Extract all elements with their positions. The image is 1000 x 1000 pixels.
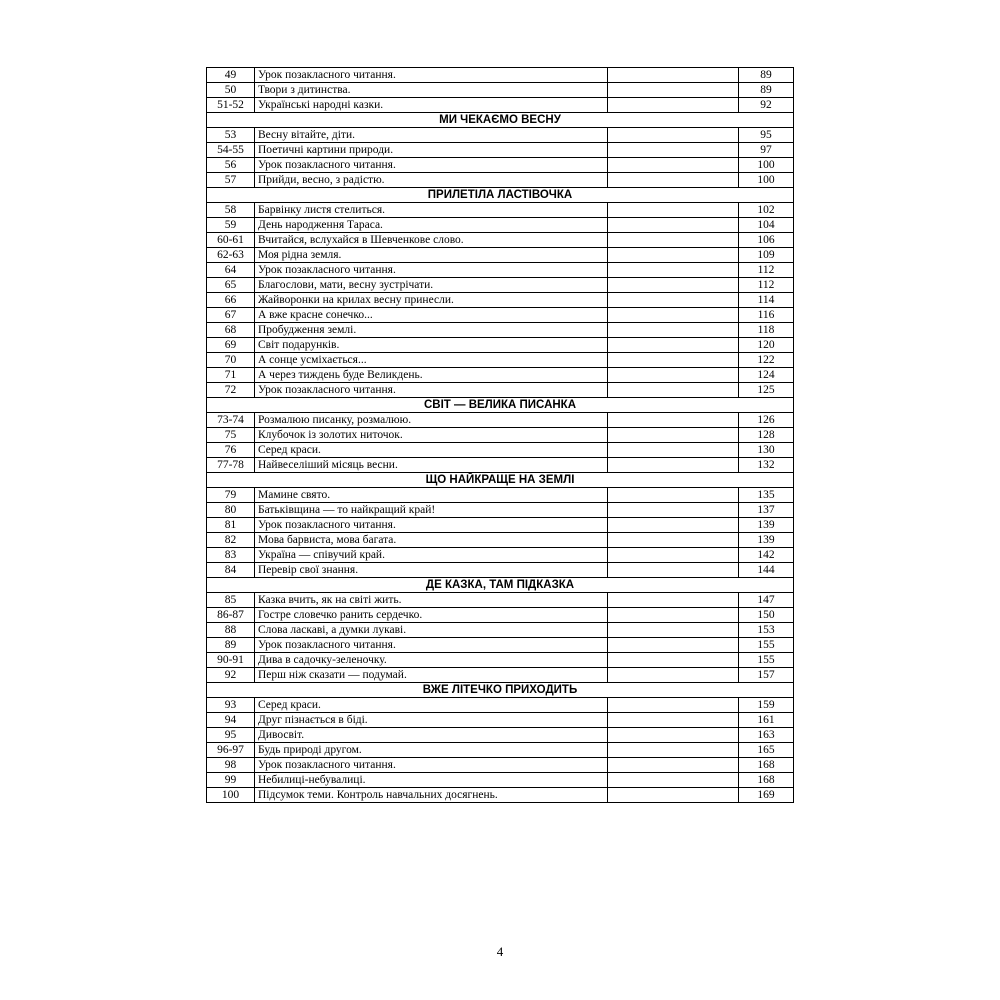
blank-cell bbox=[608, 128, 739, 143]
page-ref: 116 bbox=[739, 308, 794, 323]
page-ref: 142 bbox=[739, 548, 794, 563]
page-ref: 159 bbox=[739, 698, 794, 713]
lesson-number: 49 bbox=[207, 68, 255, 83]
blank-cell bbox=[608, 413, 739, 428]
page-ref: 168 bbox=[739, 758, 794, 773]
lesson-title: Українські народні казки. bbox=[255, 98, 608, 113]
toc-row bbox=[207, 653, 794, 668]
lesson-title: Україна — співучий край. bbox=[255, 548, 608, 563]
lesson-number: 70 bbox=[207, 353, 255, 368]
page-ref: 112 bbox=[739, 263, 794, 278]
toc-row bbox=[207, 383, 794, 398]
blank-cell bbox=[608, 638, 739, 653]
toc-row bbox=[207, 548, 794, 563]
lesson-title: День народження Тараса. bbox=[255, 218, 608, 233]
section-title: СВІТ — ВЕЛИКА ПИСАНКА bbox=[207, 398, 794, 413]
lesson-number: 51-52 bbox=[207, 98, 255, 113]
page-ref: 155 bbox=[739, 653, 794, 668]
toc-row bbox=[207, 758, 794, 773]
toc-row bbox=[207, 233, 794, 248]
section-title: МИ ЧЕКАЄМО ВЕСНУ bbox=[207, 113, 794, 128]
toc-row bbox=[207, 278, 794, 293]
toc-row bbox=[207, 563, 794, 578]
blank-cell bbox=[608, 518, 739, 533]
page-ref: 157 bbox=[739, 668, 794, 683]
page-ref: 165 bbox=[739, 743, 794, 758]
page-ref: 163 bbox=[739, 728, 794, 743]
lesson-title: Дивосвіт. bbox=[255, 728, 608, 743]
page-ref: 155 bbox=[739, 638, 794, 653]
section-header-row bbox=[207, 683, 794, 698]
toc-row bbox=[207, 713, 794, 728]
lesson-title: Вчитайся, вслухайся в Шевченкове слово. bbox=[255, 233, 608, 248]
lesson-number: 73-74 bbox=[207, 413, 255, 428]
toc-row bbox=[207, 488, 794, 503]
blank-cell bbox=[608, 233, 739, 248]
toc-row bbox=[207, 698, 794, 713]
blank-cell bbox=[608, 653, 739, 668]
toc-row bbox=[207, 623, 794, 638]
lesson-title: Дива в садочку-зеленочку. bbox=[255, 653, 608, 668]
lesson-title: Небилиці-небувалиці. bbox=[255, 773, 608, 788]
page-ref: 132 bbox=[739, 458, 794, 473]
page-ref: 106 bbox=[739, 233, 794, 248]
lesson-title: Розмалюю писанку, розмалюю. bbox=[255, 413, 608, 428]
toc-row bbox=[207, 773, 794, 788]
toc-row bbox=[207, 788, 794, 803]
toc-row bbox=[207, 443, 794, 458]
toc-table bbox=[206, 67, 794, 803]
lesson-title: Урок позакласного читання. bbox=[255, 383, 608, 398]
lesson-title: Урок позакласного читання. bbox=[255, 638, 608, 653]
lesson-title: Підсумок теми. Контроль навчальних досягнень. bbox=[255, 788, 608, 803]
lesson-number: 84 bbox=[207, 563, 255, 578]
lesson-number: 93 bbox=[207, 698, 255, 713]
lesson-title: Мамине свято. bbox=[255, 488, 608, 503]
page-ref: 92 bbox=[739, 98, 794, 113]
lesson-number: 66 bbox=[207, 293, 255, 308]
toc-row bbox=[207, 143, 794, 158]
page-ref: 169 bbox=[739, 788, 794, 803]
blank-cell bbox=[608, 98, 739, 113]
page-ref: 89 bbox=[739, 83, 794, 98]
page-ref: 139 bbox=[739, 533, 794, 548]
lesson-number: 96-97 bbox=[207, 743, 255, 758]
blank-cell bbox=[608, 533, 739, 548]
lesson-number: 88 bbox=[207, 623, 255, 638]
lesson-title: А сонце усміхається... bbox=[255, 353, 608, 368]
blank-cell bbox=[608, 158, 739, 173]
page-ref: 114 bbox=[739, 293, 794, 308]
page-ref: 109 bbox=[739, 248, 794, 263]
blank-cell bbox=[608, 353, 739, 368]
page-ref: 95 bbox=[739, 128, 794, 143]
lesson-title: Поетичні картини природи. bbox=[255, 143, 608, 158]
section-title: ЩО НАЙКРАЩЕ НА ЗЕМЛІ bbox=[207, 473, 794, 488]
page-ref: 161 bbox=[739, 713, 794, 728]
lesson-title: Жайворонки на крилах весну принесли. bbox=[255, 293, 608, 308]
lesson-number: 83 bbox=[207, 548, 255, 563]
page-ref: 130 bbox=[739, 443, 794, 458]
lesson-title: Твори з дитинства. bbox=[255, 83, 608, 98]
blank-cell bbox=[608, 83, 739, 98]
page-ref: 150 bbox=[739, 608, 794, 623]
lesson-number: 59 bbox=[207, 218, 255, 233]
blank-cell bbox=[608, 173, 739, 188]
page-ref: 120 bbox=[739, 338, 794, 353]
page-ref: 118 bbox=[739, 323, 794, 338]
toc-row bbox=[207, 743, 794, 758]
toc-row bbox=[207, 368, 794, 383]
blank-cell bbox=[608, 563, 739, 578]
lesson-number: 71 bbox=[207, 368, 255, 383]
blank-cell bbox=[608, 248, 739, 263]
lesson-title: Клубочок із золотих ниточок. bbox=[255, 428, 608, 443]
lesson-number: 56 bbox=[207, 158, 255, 173]
toc-row bbox=[207, 128, 794, 143]
page-ref: 104 bbox=[739, 218, 794, 233]
toc-row bbox=[207, 338, 794, 353]
toc-body bbox=[207, 68, 794, 803]
lesson-title: Урок позакласного читання. bbox=[255, 518, 608, 533]
blank-cell bbox=[608, 608, 739, 623]
page-ref: 128 bbox=[739, 428, 794, 443]
blank-cell bbox=[608, 143, 739, 158]
lesson-title: Будь природі другом. bbox=[255, 743, 608, 758]
toc-row bbox=[207, 83, 794, 98]
lesson-title: Гостре словечко ранить сердечко. bbox=[255, 608, 608, 623]
lesson-number: 98 bbox=[207, 758, 255, 773]
blank-cell bbox=[608, 668, 739, 683]
lesson-title: Пробудження землі. bbox=[255, 323, 608, 338]
toc-row bbox=[207, 293, 794, 308]
toc-row bbox=[207, 263, 794, 278]
lesson-title: Серед краси. bbox=[255, 443, 608, 458]
lesson-number: 100 bbox=[207, 788, 255, 803]
blank-cell bbox=[608, 278, 739, 293]
lesson-number: 69 bbox=[207, 338, 255, 353]
lesson-number: 76 bbox=[207, 443, 255, 458]
lesson-title: А через тиждень буде Великдень. bbox=[255, 368, 608, 383]
page-ref: 144 bbox=[739, 563, 794, 578]
section-header-row bbox=[207, 113, 794, 128]
page-ref: 112 bbox=[739, 278, 794, 293]
blank-cell bbox=[608, 308, 739, 323]
lesson-title: Прийди, весно, з радістю. bbox=[255, 173, 608, 188]
lesson-number: 80 bbox=[207, 503, 255, 518]
page-ref: 168 bbox=[739, 773, 794, 788]
blank-cell bbox=[608, 203, 739, 218]
blank-cell bbox=[608, 593, 739, 608]
toc-row bbox=[207, 593, 794, 608]
page-ref: 126 bbox=[739, 413, 794, 428]
blank-cell bbox=[608, 428, 739, 443]
lesson-title: Благослови, мати, весну зустрічати. bbox=[255, 278, 608, 293]
lesson-title: Слова ласкаві, а думки лукаві. bbox=[255, 623, 608, 638]
lesson-number: 85 bbox=[207, 593, 255, 608]
page-ref: 125 bbox=[739, 383, 794, 398]
lesson-title: А вже красне сонечко... bbox=[255, 308, 608, 323]
toc-row bbox=[207, 638, 794, 653]
blank-cell bbox=[608, 623, 739, 638]
toc-row bbox=[207, 413, 794, 428]
lesson-title: Урок позакласного читання. bbox=[255, 68, 608, 83]
toc-row bbox=[207, 518, 794, 533]
section-title: ВЖЕ ЛІТЕЧКО ПРИХОДИТЬ bbox=[207, 683, 794, 698]
lesson-number: 82 bbox=[207, 533, 255, 548]
lesson-number: 50 bbox=[207, 83, 255, 98]
lesson-number: 75 bbox=[207, 428, 255, 443]
page-ref: 135 bbox=[739, 488, 794, 503]
toc-row bbox=[207, 353, 794, 368]
toc-row bbox=[207, 98, 794, 113]
lesson-number: 68 bbox=[207, 323, 255, 338]
lesson-number: 64 bbox=[207, 263, 255, 278]
lesson-title: Найвеселіший місяць весни. bbox=[255, 458, 608, 473]
section-header-row bbox=[207, 188, 794, 203]
lesson-number: 53 bbox=[207, 128, 255, 143]
toc-row bbox=[207, 428, 794, 443]
toc-row bbox=[207, 323, 794, 338]
lesson-number: 89 bbox=[207, 638, 255, 653]
section-title: ДЕ КАЗКА, ТАМ ПІДКАЗКА bbox=[207, 578, 794, 593]
lesson-number: 77-78 bbox=[207, 458, 255, 473]
lesson-title: Урок позакласного читання. bbox=[255, 758, 608, 773]
page-ref: 100 bbox=[739, 173, 794, 188]
section-header-row bbox=[207, 398, 794, 413]
toc-row bbox=[207, 533, 794, 548]
blank-cell bbox=[608, 338, 739, 353]
page-ref: 122 bbox=[739, 353, 794, 368]
page-ref: 137 bbox=[739, 503, 794, 518]
toc-row bbox=[207, 458, 794, 473]
lesson-number: 81 bbox=[207, 518, 255, 533]
toc-row bbox=[207, 608, 794, 623]
toc-row bbox=[207, 728, 794, 743]
lesson-title: Друг пізнається в біді. bbox=[255, 713, 608, 728]
lesson-title: Урок позакласного читання. bbox=[255, 158, 608, 173]
lesson-number: 94 bbox=[207, 713, 255, 728]
page-ref: 89 bbox=[739, 68, 794, 83]
toc-row bbox=[207, 158, 794, 173]
lesson-number: 90-91 bbox=[207, 653, 255, 668]
blank-cell bbox=[608, 293, 739, 308]
page-ref: 97 bbox=[739, 143, 794, 158]
page-number: 4 bbox=[496, 944, 504, 959]
lesson-number: 54-55 bbox=[207, 143, 255, 158]
lesson-number: 67 bbox=[207, 308, 255, 323]
lesson-number: 99 bbox=[207, 773, 255, 788]
lesson-title: Казка вчить, як на світі жить. bbox=[255, 593, 608, 608]
toc-row bbox=[207, 203, 794, 218]
blank-cell bbox=[608, 263, 739, 278]
blank-cell bbox=[608, 698, 739, 713]
blank-cell bbox=[608, 503, 739, 518]
toc-row bbox=[207, 248, 794, 263]
page-ref: 100 bbox=[739, 158, 794, 173]
section-header-row bbox=[207, 473, 794, 488]
lesson-number: 58 bbox=[207, 203, 255, 218]
lesson-number: 92 bbox=[207, 668, 255, 683]
toc-row bbox=[207, 503, 794, 518]
toc-row bbox=[207, 668, 794, 683]
lesson-title: Батьківщина — то найкращий край! bbox=[255, 503, 608, 518]
blank-cell bbox=[608, 218, 739, 233]
lesson-title: Серед краси. bbox=[255, 698, 608, 713]
blank-cell bbox=[608, 788, 739, 803]
lesson-title: Світ подарунків. bbox=[255, 338, 608, 353]
page-ref: 102 bbox=[739, 203, 794, 218]
lesson-number: 57 bbox=[207, 173, 255, 188]
section-title: ПРИЛЕТІЛА ЛАСТІВОЧКА bbox=[207, 188, 794, 203]
lesson-number: 79 bbox=[207, 488, 255, 503]
lesson-number: 86-87 bbox=[207, 608, 255, 623]
blank-cell bbox=[608, 383, 739, 398]
lesson-number: 60-61 bbox=[207, 233, 255, 248]
lesson-number: 62-63 bbox=[207, 248, 255, 263]
lesson-number: 65 bbox=[207, 278, 255, 293]
page-ref: 124 bbox=[739, 368, 794, 383]
toc-row bbox=[207, 173, 794, 188]
blank-cell bbox=[608, 713, 739, 728]
lesson-title: Перевір свої знання. bbox=[255, 563, 608, 578]
blank-cell bbox=[608, 773, 739, 788]
lesson-title: Урок позакласного читання. bbox=[255, 263, 608, 278]
toc-row bbox=[207, 308, 794, 323]
blank-cell bbox=[608, 743, 739, 758]
page-ref: 147 bbox=[739, 593, 794, 608]
toc-row bbox=[207, 218, 794, 233]
blank-cell bbox=[608, 458, 739, 473]
lesson-title: Перш ніж сказати — подумай. bbox=[255, 668, 608, 683]
lesson-title: Весну вітайте, діти. bbox=[255, 128, 608, 143]
page-ref: 153 bbox=[739, 623, 794, 638]
lesson-title: Барвінку листя стелиться. bbox=[255, 203, 608, 218]
blank-cell bbox=[608, 323, 739, 338]
lesson-number: 95 bbox=[207, 728, 255, 743]
blank-cell bbox=[608, 368, 739, 383]
page-ref: 139 bbox=[739, 518, 794, 533]
lesson-number: 72 bbox=[207, 383, 255, 398]
lesson-title: Мова барвиста, мова багата. bbox=[255, 533, 608, 548]
blank-cell bbox=[608, 758, 739, 773]
blank-cell bbox=[608, 548, 739, 563]
blank-cell bbox=[608, 443, 739, 458]
toc-row bbox=[207, 68, 794, 83]
blank-cell bbox=[608, 488, 739, 503]
blank-cell bbox=[608, 68, 739, 83]
section-header-row bbox=[207, 578, 794, 593]
blank-cell bbox=[608, 728, 739, 743]
lesson-title: Моя рідна земля. bbox=[255, 248, 608, 263]
